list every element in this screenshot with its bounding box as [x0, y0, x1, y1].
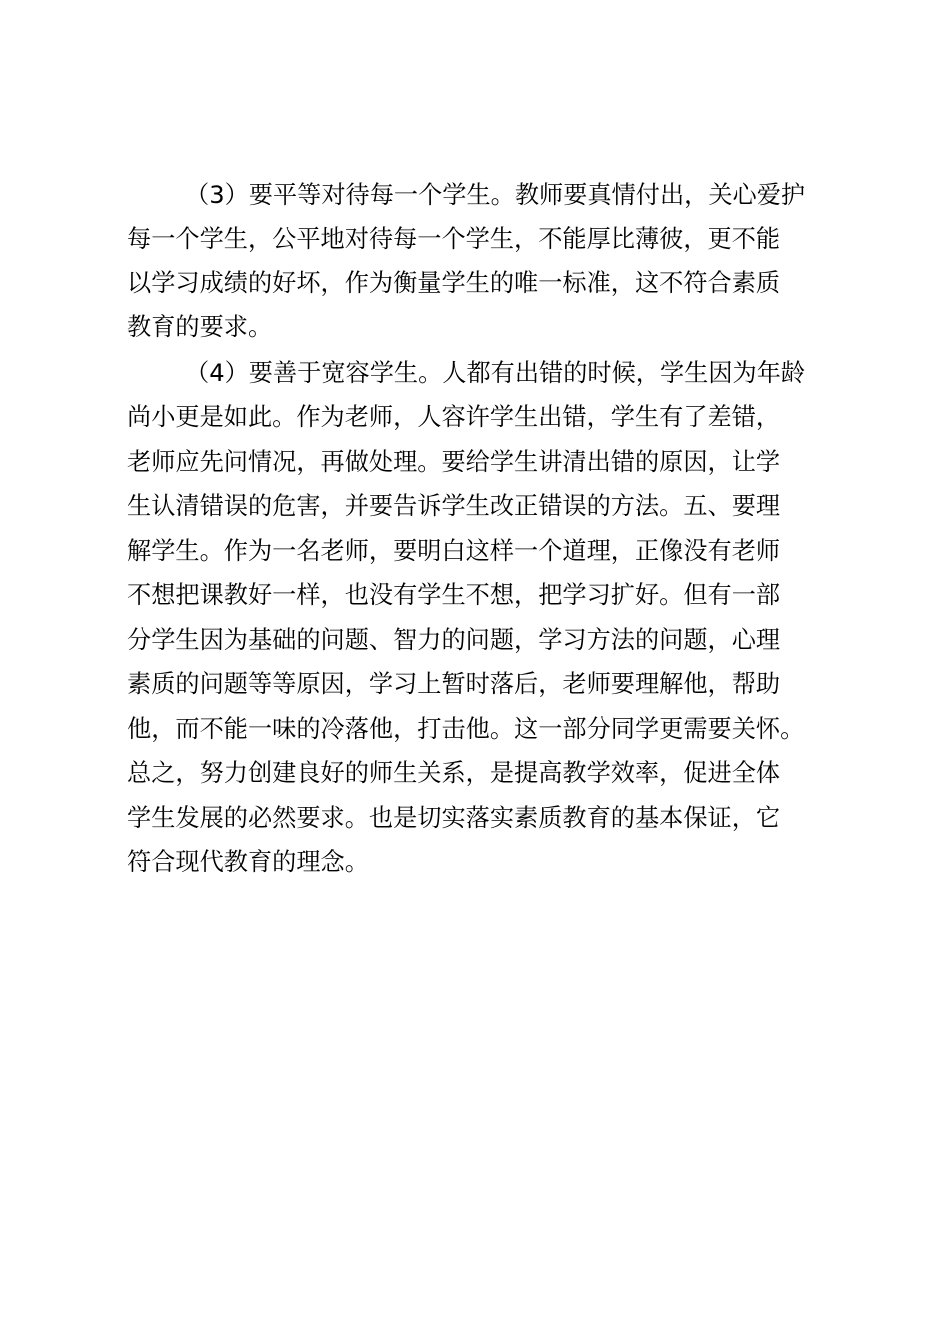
- paragraph-2-line-2: 尚小更是如此。作为老师，人容许学生出错，学生有了差错，: [127, 403, 781, 431]
- paragraph-1-line-4: 教育的要求。: [127, 313, 273, 341]
- paragraph-1-line-2: 每一个学生，公平地对待每一个学生，不能厚比薄彼，更不能: [127, 225, 781, 253]
- paragraph-2-line-10: 总之，努力创建良好的师生关系，是提高教学效率，促进全体: [127, 759, 781, 787]
- paragraph-2-line-7: 分学生因为基础的问题、智力的问题，学习方法的问题，心理: [127, 626, 781, 654]
- paragraph-2-line-12: 符合现代教育的理念。: [127, 848, 369, 876]
- paragraph-2-line-8: 素质的问题等等原因，学习上暂时落后，老师要理解他，帮助: [127, 670, 781, 698]
- paragraph-1-line-3: 以学习成绩的好坏，作为衡量学生的唯一标准，这不符合素质: [127, 269, 781, 297]
- paragraph-2-line-3: 老师应先问情况，再做处理。要给学生讲清出错的原因，让学: [127, 448, 781, 476]
- paragraph-2-line-4: 生认清错误的危害，并要告诉学生改正错误的方法。五、要理: [127, 492, 781, 520]
- paragraph-1-line-1: （3）要平等对待每一个学生。教师要真情付出，关心爱护: [185, 181, 806, 209]
- paragraph-2-line-1: （4）要善于宽容学生。人都有出错的时候，学生因为年龄: [185, 359, 806, 387]
- paragraph-2-line-6: 不想把课教好一样，也没有学生不想，把学习扩好。但有一部: [127, 581, 781, 609]
- paragraph-2-line-11: 学生发展的必然要求。也是切实落实素质教育的基本保证，它: [127, 804, 781, 832]
- paragraph-2-line-5: 解学生。作为一名老师，要明白这样一个道理，正像没有老师: [127, 537, 781, 565]
- paragraph-2-line-9: 他，而不能一味的冷落他，打击他。这一部分同学更需要关怀。: [127, 715, 805, 743]
